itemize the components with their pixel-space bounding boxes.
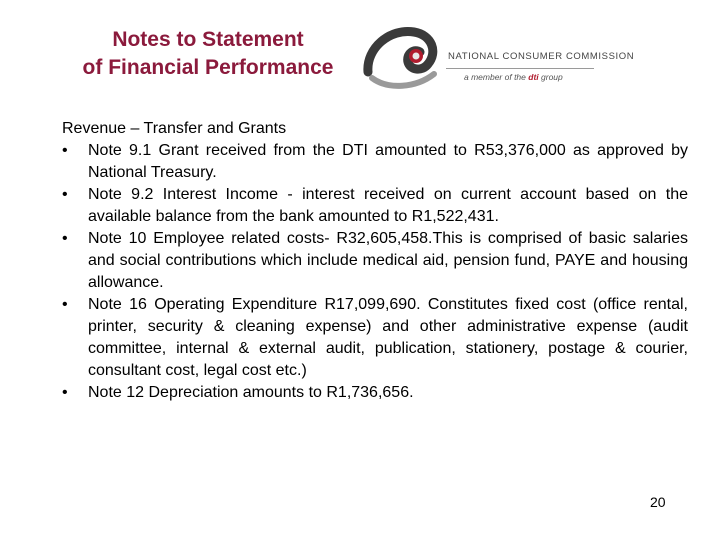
note-text: Note 12 Depreciation amounts to R1,736,656. <box>88 384 414 401</box>
page-title-line-2: of Financial Performance <box>82 56 334 79</box>
swirl-logo-icon <box>358 20 448 100</box>
logo-divider <box>446 68 594 69</box>
page-number: 20 <box>650 494 666 510</box>
logo-tagline-prefix: a member of the <box>464 72 529 82</box>
slide-body <box>62 118 688 404</box>
note-item <box>62 184 688 228</box>
notes-list <box>62 140 688 404</box>
bullet-icon: • <box>62 296 68 313</box>
note-item <box>62 140 688 184</box>
commission-logo <box>358 20 635 100</box>
logo-tagline <box>464 72 563 82</box>
bullet-icon: • <box>62 186 68 203</box>
note-text: Note 10 Employee related costs- R32,605,458.This is comprised of basic salaries and social contributions which include medical aid, pension fund, PAYE and housing allowance. <box>88 230 688 291</box>
bullet-icon: • <box>62 142 68 159</box>
note-text: Note 9.2 Interest Income - interest received on current account based on the available balance from the bank amounted to R1,522,431. <box>88 186 688 225</box>
logo-tagline-suffix: group <box>538 72 563 82</box>
logo-tagline-brand: dti <box>528 72 539 82</box>
note-item <box>62 228 688 294</box>
note-item <box>62 382 688 404</box>
note-item <box>62 294 688 382</box>
page-title-line-1: Notes to Statement <box>112 28 304 51</box>
logo-organisation-name: NATIONAL CONSUMER COMMISSION <box>448 51 635 62</box>
section-heading: Revenue – Transfer and Grants <box>62 120 287 137</box>
bullet-icon: • <box>62 384 68 401</box>
note-text: Note 9.1 Grant received from the DTI amounted to R53,376,000 as approved by National Treasury. <box>88 142 688 181</box>
bullet-icon: • <box>62 230 68 247</box>
page-title <box>58 26 358 82</box>
note-text: Note 16 Operating Expenditure R17,099,690. Constitutes fixed cost (office rental, printer, security & cleaning expense) and other administrative expense (audit committee, internal & external audit, publication, stationery, postage & courier, consultant cost, legal cost etc.) <box>88 296 688 379</box>
